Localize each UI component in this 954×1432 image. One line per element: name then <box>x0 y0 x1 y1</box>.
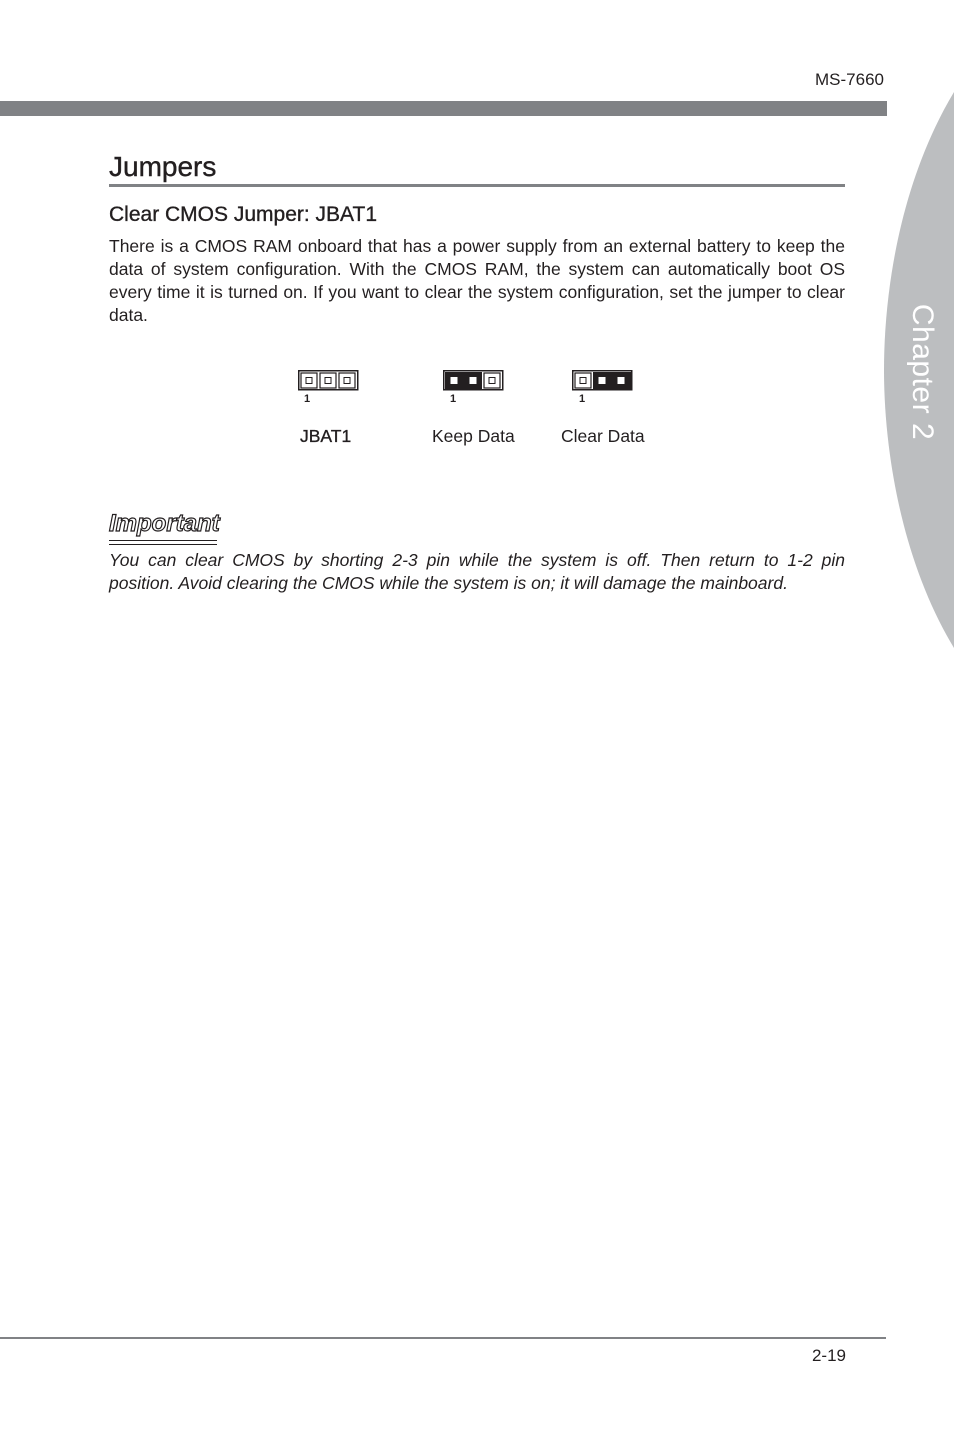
pin <box>599 378 605 384</box>
pin-one-label: 1 <box>304 393 311 405</box>
header-bar <box>0 101 887 116</box>
chapter-label: Chapter 2 <box>906 303 939 441</box>
jumper-label-jbat1: JBAT1 <box>300 426 352 446</box>
pin-one-label: 1 <box>579 393 586 405</box>
section-title: Jumpers <box>109 150 845 187</box>
body-paragraph: There is a CMOS RAM onboard that has a power supply from an external battery to keep the data of system configuration. With the CMOS RAM, the system can automatically boot OS every time it is turned on. If you want to clear the system configuration, set the jumper to clear data. <box>109 236 845 325</box>
jumper-diagram-clear-data <box>572 370 634 392</box>
pin <box>325 378 331 384</box>
pin <box>580 378 586 384</box>
pin <box>489 378 495 384</box>
jumper-label-clear-data: Clear Data <box>561 426 645 446</box>
jumper-label-keep-data: Keep Data <box>432 426 515 446</box>
important-note: You can clear CMOS by shorting 2-3 pin while the system is off. Then return to 1-2 pin position. Avoid clearing the CMOS while the system is on; it will damage the mainboard. <box>109 550 845 593</box>
pin <box>618 378 624 384</box>
important-heading: Important <box>109 510 220 537</box>
jumper-diagram-keep-data <box>443 370 505 392</box>
pin <box>451 378 457 384</box>
model-number: MS-7660 <box>815 70 884 89</box>
important-underline <box>109 540 217 545</box>
subsection-title: Clear CMOS Jumper: JBAT1 <box>109 203 378 226</box>
pin <box>344 378 350 384</box>
pin-one-label: 1 <box>450 393 457 405</box>
pin <box>470 378 476 384</box>
pin <box>306 378 312 384</box>
jumper-diagram-jbat1 <box>298 370 360 392</box>
page-number: 2-19 <box>811 1346 846 1365</box>
footer-rule <box>0 1337 886 1339</box>
